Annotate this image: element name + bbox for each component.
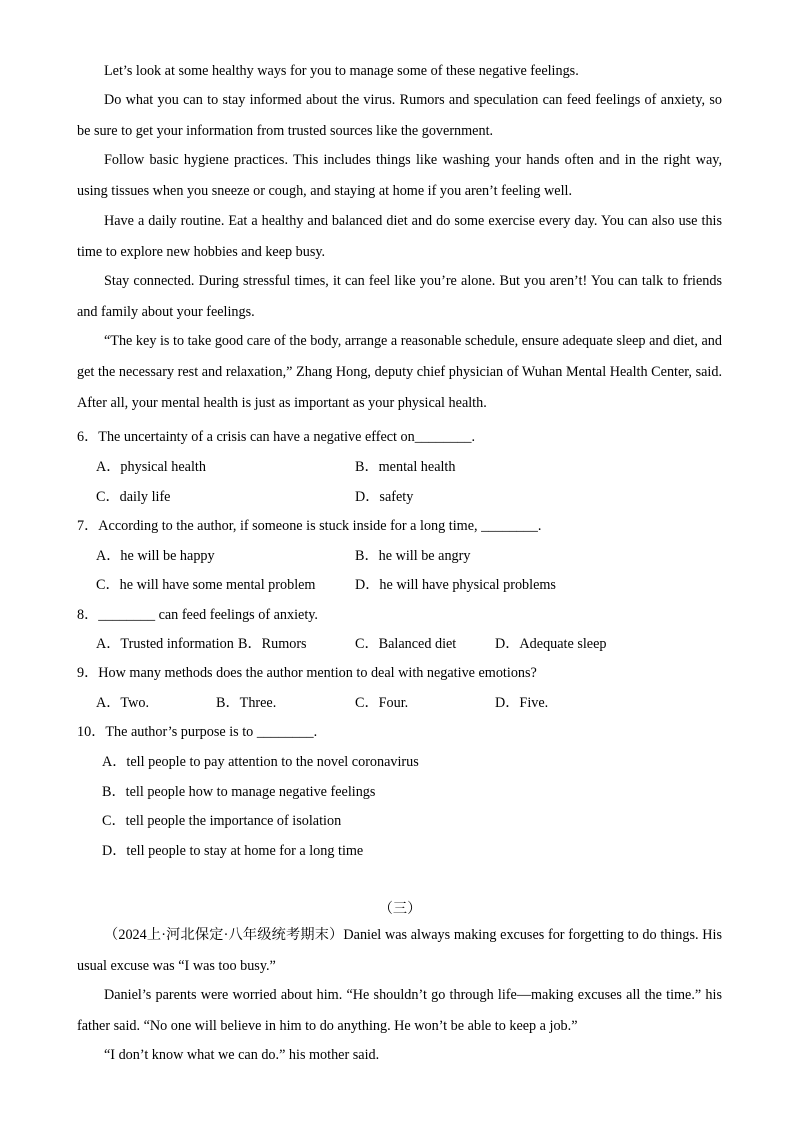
question-stem: 8．________ can feed feelings of anxiety.: [77, 607, 318, 623]
question-option[interactable]: A．physical health: [96, 459, 206, 475]
question-option[interactable]: A．tell people to pay attention to the novel coronavirus: [102, 754, 419, 770]
passage-paragraph: Have a daily routine. Eat a healthy and balanced diet and do some exercise every day. You can also use this time to explore new hobbies and keep busy.: [77, 213, 722, 260]
question-option[interactable]: B．Rumors: [238, 636, 307, 652]
question-stem: 10．The author’s purpose is to ________.: [77, 724, 318, 740]
question-option[interactable]: C．Balanced diet: [355, 636, 457, 652]
question-option[interactable]: D．Adequate sleep: [495, 636, 607, 652]
question-option[interactable]: A．he will be happy: [96, 548, 215, 564]
passage-paragraph: Let’s look at some healthy ways for you to manage some of these negative feelings.: [104, 63, 579, 79]
question-option[interactable]: C．daily life: [96, 489, 171, 505]
question-stem: 9．How many methods does the author mention to deal with negative emotions?: [77, 665, 537, 681]
question-option[interactable]: D．tell people to stay at home for a long time: [102, 843, 364, 859]
question-option[interactable]: B．mental health: [355, 459, 456, 475]
question-option[interactable]: C．tell people the importance of isolation: [102, 813, 342, 829]
passage-paragraph: Do what you can to stay informed about the virus. Rumors and speculation can feed feelings of anxiety, so be sure to get your information from trusted sources like the government.: [77, 92, 722, 139]
section-heading: （三）: [378, 901, 422, 917]
question-option[interactable]: B．tell people how to manage negative feelings: [102, 784, 376, 800]
question-option[interactable]: C．Four.: [355, 695, 409, 711]
question-option[interactable]: C．he will have some mental problem: [96, 577, 316, 593]
question-option[interactable]: A．Two.: [96, 695, 149, 711]
passage-paragraph: Stay connected. During stressful times, it can feel like you’re alone. But you aren’t! You can talk to friends and family about your feelings.: [77, 273, 722, 320]
passage-paragraph: Daniel’s parents were worried about him. “He shouldn’t go through life—making excuses all the time.” his father said. “No one will believe in him to do anything. He won’t be able to keep a job.”: [77, 987, 722, 1034]
passage-paragraph: （2024上·河北保定·八年级统考期末）Daniel was always making excuses for forgetting to do things. His usual excuse was “I was too busy.”: [77, 927, 722, 974]
question-option[interactable]: A．Trusted information: [96, 636, 234, 652]
passage-paragraph: Follow basic hygiene practices. This includes things like washing your hands often and in the right way, using tissues when you sneeze or cough, and staying at home if you aren’t feeling well.: [77, 152, 722, 199]
question-option[interactable]: B．he will be angry: [355, 548, 471, 564]
question-stem: 6．The uncertainty of a crisis can have a negative effect on________.: [77, 429, 476, 445]
question-option[interactable]: D．Five.: [495, 695, 549, 711]
question-stem: 7．According to the author, if someone is stuck inside for a long time, ________.: [77, 518, 542, 534]
question-option[interactable]: B．Three.: [216, 695, 277, 711]
passage-paragraph: “I don’t know what we can do.” his mother said.: [104, 1047, 380, 1063]
passage-paragraph: “The key is to take good care of the body, arrange a reasonable schedule, ensure adequate sleep and diet, and get the necessary rest and relaxation,” Zhang Hong, deputy chief physician of Wuhan Mental Health Center, said. After all, your mental health is just as important as your physical health.: [77, 333, 722, 411]
question-option[interactable]: D．he will have physical problems: [355, 577, 556, 593]
question-option[interactable]: D．safety: [355, 489, 414, 505]
